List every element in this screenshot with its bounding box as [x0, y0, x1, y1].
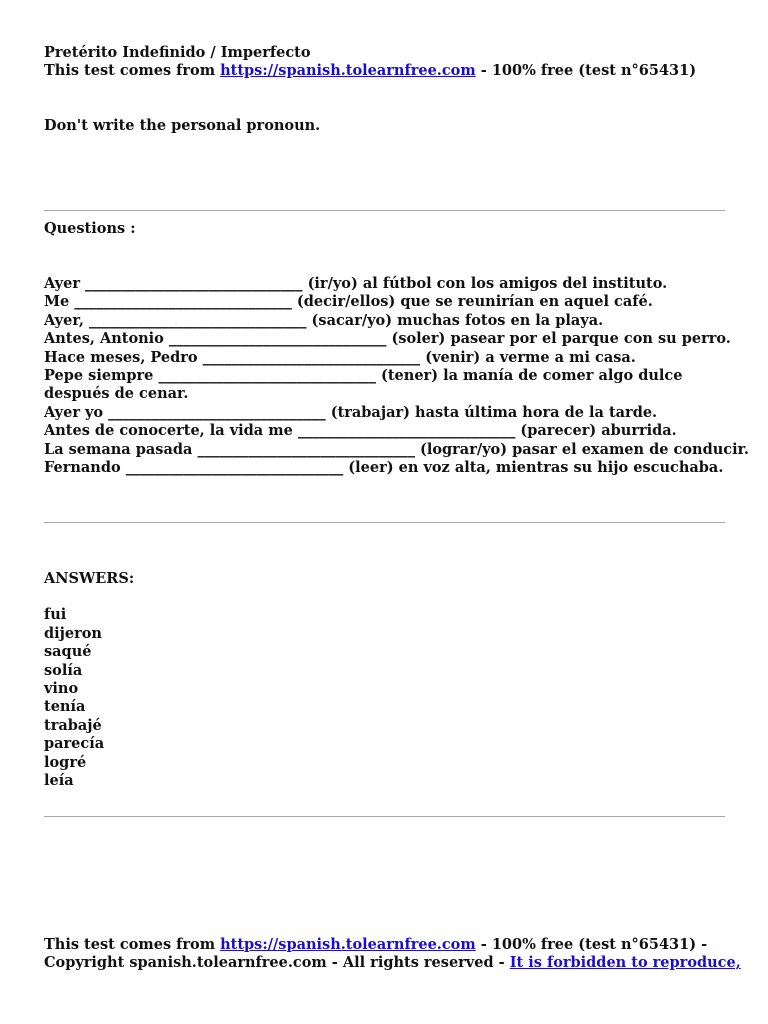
page-title: Pretérito Indefinido / Imperfecto — [44, 44, 311, 61]
question-item: Antes, Antonio ______________________________ (soler) pasear por el parque con su perro. — [44, 330, 731, 348]
question-item: La semana pasada ______________________________ (lograr/yo) pasar el examen de conducir. — [44, 440, 749, 458]
spacer — [44, 588, 726, 606]
question-item: Ayer yo ______________________________ (trabajar) hasta última hora de la tarde. — [44, 403, 658, 421]
source-suffix: - 100% free (test n°65431) — [475, 62, 697, 80]
header — [44, 44, 726, 81]
answer-blank[interactable]: ______________________________ — [168, 330, 387, 348]
separator-top — [44, 210, 725, 211]
question-item: Ayer ______________________________ (ir/yo) al fútbol con los amigos del instituto. — [44, 275, 668, 292]
answer-item: leía — [44, 772, 74, 790]
separator-middle — [44, 522, 725, 523]
answer-blank[interactable]: ______________________________ — [89, 311, 307, 329]
answer-item: trabajé — [44, 716, 102, 734]
answer-blank[interactable]: ______________________________ — [197, 440, 415, 458]
answer-blank[interactable]: ______________________________ — [202, 348, 421, 366]
questions-heading-block — [44, 220, 726, 238]
answer-blank[interactable]: ______________________________ — [158, 367, 376, 385]
answer-blank[interactable]: ______________________________ — [74, 293, 292, 311]
answer-item: tenía — [44, 698, 86, 716]
answer-item: dijeron — [44, 624, 102, 642]
footer-source-link[interactable]: https://spanish.tolearnfree.com — [220, 936, 476, 953]
question-item: Ayer, ______________________________ (sacar/yo) muchas fotos en la playa. — [44, 311, 604, 329]
source-link[interactable]: https://spanish.tolearnfree.com — [220, 62, 476, 80]
questions-heading: Questions : — [44, 220, 136, 237]
answer-item: vino — [44, 680, 79, 698]
questions-list — [44, 275, 749, 477]
answer-blank[interactable]: ______________________________ — [85, 275, 303, 292]
separator-bottom — [44, 816, 725, 817]
answer-blank[interactable]: ______________________________ — [297, 422, 516, 440]
question-item: Antes de conocerte, la vida me ______________________________ (parecer) aburrida. — [44, 422, 677, 440]
question-item: Hace meses, Pedro ______________________________ (venir) a verme a mi casa. — [44, 348, 636, 366]
answer-blank[interactable]: ______________________________ — [125, 459, 344, 477]
source-line — [44, 62, 726, 80]
answers-block — [44, 570, 726, 790]
footer-source-line: This test comes from https://spanish.tolearnfree.com - 100% free (test n°65431) - — [44, 936, 708, 953]
footer-copyright-line: Copyright spanish.tolearnfree.com - All rights reserved - It is forbidden to reproduce, — [44, 954, 741, 972]
answers-heading: ANSWERS: — [44, 570, 135, 587]
instruction-block — [44, 117, 726, 135]
answer-item: saqué — [44, 643, 92, 661]
forbidden-link[interactable]: It is forbidden to reproduce, — [509, 954, 741, 972]
answer-item: solía — [44, 661, 83, 679]
question-item: Fernando ______________________________ (leer) en voz alta, mientras su hijo escuchaba. — [44, 459, 724, 477]
answer-item: parecía — [44, 735, 105, 753]
question-item: Me ______________________________ (decir/ellos) que se reunirían en aquel café. — [44, 293, 653, 311]
answer-item: logré — [44, 753, 87, 771]
instruction: Don't write the personal pronoun. — [44, 117, 321, 134]
footer — [44, 936, 741, 973]
answer-blank[interactable]: ______________________________ — [108, 403, 326, 421]
source-prefix: This test comes from — [44, 62, 221, 80]
answer-item: fui — [44, 606, 67, 624]
question-item: Pepe siempre ______________________________ (tener) la manía de comer algo dulce después de cenar. — [44, 367, 683, 403]
